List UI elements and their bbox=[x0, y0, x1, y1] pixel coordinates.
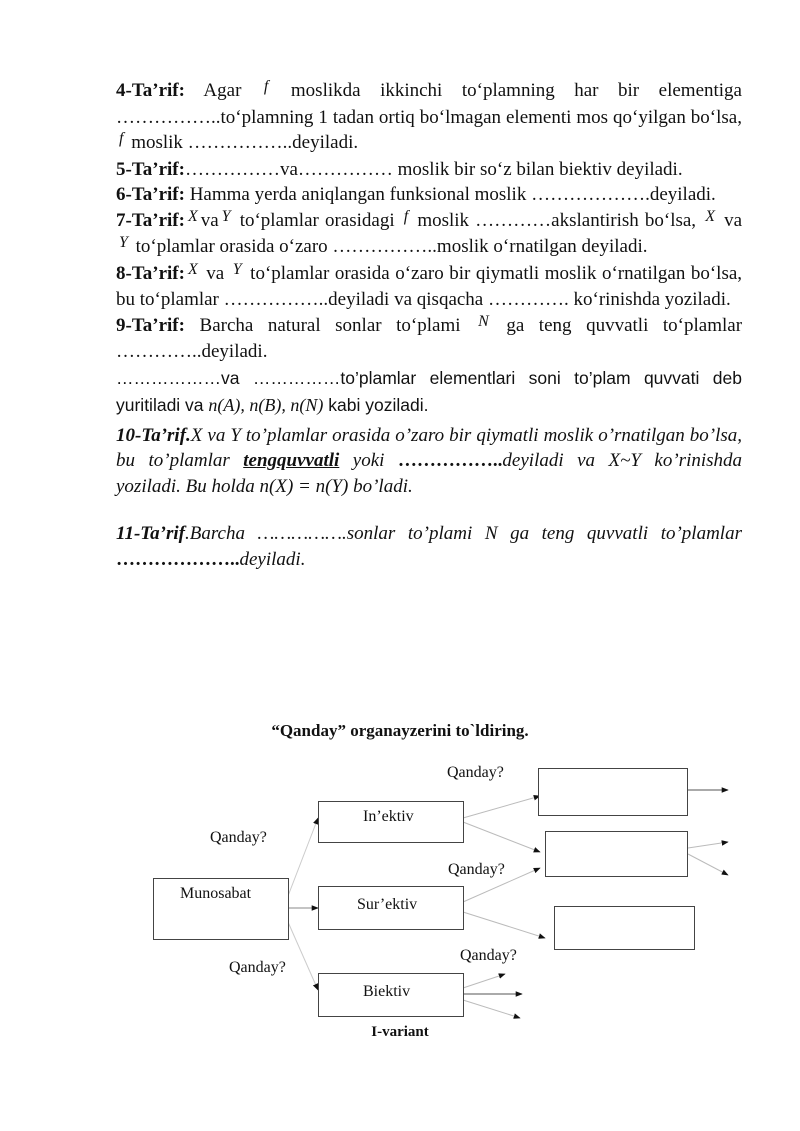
math-variable: X bbox=[187, 260, 198, 278]
node-label: In’ektiv bbox=[363, 808, 414, 825]
answer-box-1[interactable] bbox=[538, 768, 688, 816]
question-label: Qanday? bbox=[447, 764, 504, 781]
blank-dots: …………….. bbox=[397, 450, 503, 471]
definition-text: to‘plamlar orasida o‘zaro ……………..moslik o‘rnatilgan deyiladi. bbox=[135, 236, 648, 257]
question-label: Qanday? bbox=[210, 829, 267, 846]
question-label: Qanday? bbox=[448, 861, 505, 878]
definition-label: 9-Ta’rif: bbox=[116, 314, 185, 336]
math-variable: Y bbox=[232, 260, 242, 278]
math-variable: f bbox=[119, 130, 124, 147]
definition-label: 11-Ta’rif bbox=[116, 523, 185, 544]
definition-label: 10-Ta’rif. bbox=[116, 424, 191, 446]
definition-text: moslik ……………..deyiladi. bbox=[131, 132, 359, 153]
definition-text: kabi yoziladi. bbox=[328, 394, 429, 415]
definition-text: deyiladi. bbox=[239, 548, 306, 570]
math-variable: f bbox=[263, 78, 269, 95]
math-variable: X bbox=[187, 207, 198, 225]
definition-text: ……………va…………… moslik bir so‘z bilan biektiv deyiladi. bbox=[184, 158, 683, 180]
math-variable: f bbox=[403, 207, 409, 225]
blank-dots: ……………….. bbox=[116, 548, 240, 570]
math-variable: N bbox=[478, 312, 489, 330]
definition-text: X va Y to’plamlar orasida o’zaro bir qiymatli moslik o’rnatilgan bo’lsa, bu to’plamlar bbox=[116, 424, 742, 471]
definition-text: moslikda ikkinchi to‘plamning har bir elementiga ……………..to‘plamning 1 tadan ortiq bo‘lmagan elementi mos qo‘yilgan bo‘lsa, bbox=[116, 80, 742, 128]
diagram-title: “Qanday” organayzerini to`ldiring. bbox=[271, 721, 529, 740]
definition-text: deyiladi va X~Y ko’rinishda yoziladi. Bu holda n(X) = n(Y) bo’ladi. bbox=[116, 450, 743, 497]
definition-text: yoki bbox=[352, 450, 385, 471]
node-box-biektiv bbox=[318, 973, 464, 1017]
node-label: Sur’ektiv bbox=[357, 896, 418, 913]
definition-label: 4-Ta’rif: bbox=[116, 80, 185, 101]
definition-label: 8-Ta’rif: bbox=[116, 262, 185, 284]
definition-text: va bbox=[724, 209, 743, 231]
answer-box-2[interactable] bbox=[545, 831, 688, 877]
math-variable: Y bbox=[119, 234, 128, 251]
math-formula: n(A), n(B), n(N) bbox=[208, 394, 324, 415]
node-box-inektiv bbox=[318, 801, 464, 843]
definition-text: Barcha natural sonlar to‘plami bbox=[199, 314, 461, 336]
math-variable: Y bbox=[221, 207, 231, 225]
math-variable: X bbox=[705, 207, 715, 225]
question-label: Qanday? bbox=[460, 947, 517, 964]
answer-box-3[interactable] bbox=[554, 906, 695, 950]
definition-text: Hamma yerda aniqlangan funksional moslik ……………….deyiladi. bbox=[189, 184, 716, 205]
definition-text: to‘plamlar orasidagi bbox=[239, 209, 395, 231]
definition-text: ga teng quvvatli to‘plamlar …………..deyiladi. bbox=[116, 314, 743, 362]
node-box-surektiv bbox=[318, 886, 464, 930]
variant-label: I-variant bbox=[371, 1024, 429, 1040]
definition-text: moslik …………akslantirish bo‘lsa, bbox=[417, 209, 697, 231]
definition-text: to‘plamlar orasida o‘zaro bir qiymatli moslik o‘rnatilgan bo‘lsa, bu to‘plamlar ……………..deyiladi va qisqacha …………. ko‘rinishda yoziladi. bbox=[116, 262, 743, 310]
root-label: Munosabat bbox=[180, 885, 252, 902]
root-box-munosabat bbox=[153, 878, 289, 940]
definition-label: 5-Ta’rif: bbox=[116, 158, 185, 180]
definition-label: 7-Ta’rif: bbox=[116, 209, 185, 231]
definition-text: ………………va ……………to’plamlar elementlari soni to’plam quvvati deb yuritiladi va bbox=[116, 367, 742, 415]
emphasis-word: tengquvvatli bbox=[243, 450, 340, 471]
definition-text: va bbox=[206, 262, 225, 284]
definition-text: Agar bbox=[203, 80, 242, 101]
definition-label: 6-Ta’rif: bbox=[116, 184, 185, 205]
question-label: Qanday? bbox=[229, 959, 286, 976]
definition-text: .Barcha …………….sonlar to’plami N ga teng quvvatli to’plamlar bbox=[184, 523, 742, 544]
node-label: Biektiv bbox=[363, 983, 411, 1000]
definition-text: va bbox=[200, 209, 219, 231]
